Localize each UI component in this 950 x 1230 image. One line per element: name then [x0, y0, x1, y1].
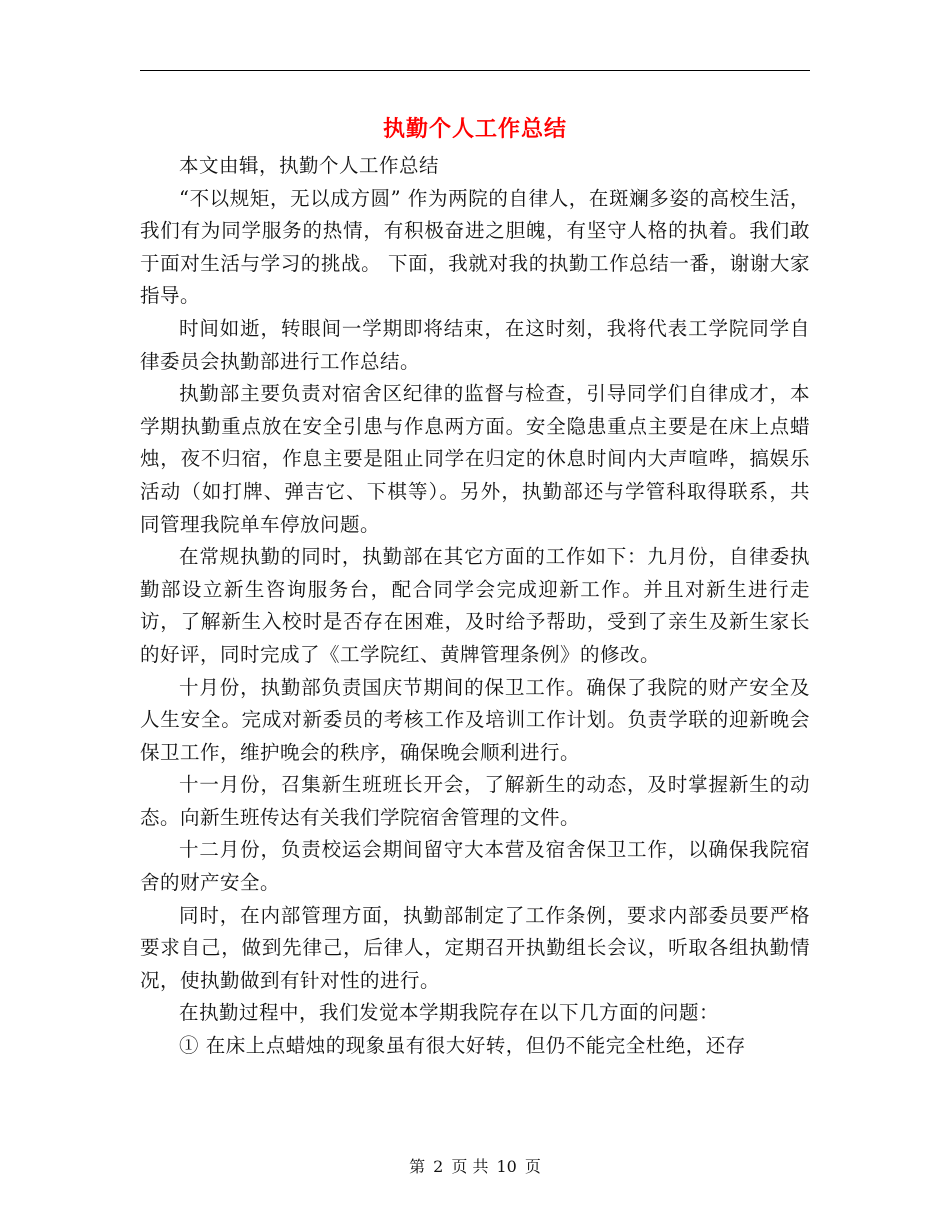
footer-total-pages: 10: [496, 1157, 517, 1176]
header-rule: [140, 70, 810, 71]
paragraph-duties: 执勤部主要负责对宿舍区纪律的监督与检查，引导同学们自律成才，本学期执勤重点放在安全引患与作息两方面。安全隐患重点主要是在床上点蜡烛，夜不归宿，作息主要是阻止同学在归定的休息时间内大声喧哗，搞娱乐活动（如打牌、弹吉它、下棋等）。另外，执勤部还与学管科取得联系，共同管理我院单车停放问题。: [140, 382, 810, 536]
paragraph-problems-intro: 在执勤过程中，我们发觉本学期我院存在以下几方面的问题：: [179, 1001, 720, 1025]
paragraph-problem-1: ① 在床上点蜡烛的现象虽有很大好转，但仍不能完全杜绝，还存: [179, 1034, 746, 1058]
paragraph-internal-management: 同时，在内部管理方面，执勤部制定了工作条例，要求内部委员要严格要求自己，做到先律己，后律人，定期召开执勤组长会议，听取各组执勤情况，使执勤做到有针对性的进行。: [140, 903, 810, 992]
footer-page-number: 2: [433, 1157, 444, 1176]
page-footer: [0, 1154, 950, 1177]
paragraph-opening: “不以规矩，无以成方圆” 作为两院的自律人，在斑斓多姿的高校生活，我们有为同学服务的热情，有积极奋进之胆魄，有坚守人格的执着。我们敢于面对生活与学习的挑战。 下面，我就对我的执勤工作总结一番，谢谢大家指导。: [140, 186, 810, 308]
paragraph-december: 十二月份，负责校运会期间留守大本营及宿舍保卫工作，以确保我院宿舍的财产安全。: [140, 838, 810, 895]
footer-suffix: 页: [524, 1157, 541, 1176]
paragraph-november: 十一月份，召集新生班班长开会，了解新生的动态，及时掌握新生的动态。向新生班传达有关我们学院宿舍管理的文件。: [140, 773, 810, 829]
paragraph-intro: 本文由辑，执勤个人工作总结: [179, 154, 440, 177]
footer-middle: 页 共: [451, 1157, 489, 1176]
paragraph-october: 十月份，执勤部负责国庆节期间的保卫工作。确保了我院的财产安全及人生安全。完成对新委员的考核工作及培训工作计划。负责学联的迎新晚会保卫工作，维护晚会的秩序，确保晚会顺利进行。: [140, 675, 810, 764]
document-body: [140, 150, 810, 1063]
footer-prefix: 第: [409, 1157, 426, 1176]
paragraph-september: 在常规执勤的同时，执勤部在其它方面的工作如下：九月份，自律委执勤部设立新生咨询服务台，配合同学会完成迎新工作。并且对新生进行走访，了解新生入校时是否存在困难，及时给予帮助，受到了亲生及新生家长的好评，同时完成了《工学院红、黄牌管理条例》的修改。: [140, 545, 810, 666]
document-title: 执勤个人工作总结: [382, 116, 567, 142]
paragraph-time: 时间如逝，转眼间一学期即将结束，在这时刻，我将代表工学院同学自律委员会执勤部进行工作总结。: [140, 316, 810, 373]
